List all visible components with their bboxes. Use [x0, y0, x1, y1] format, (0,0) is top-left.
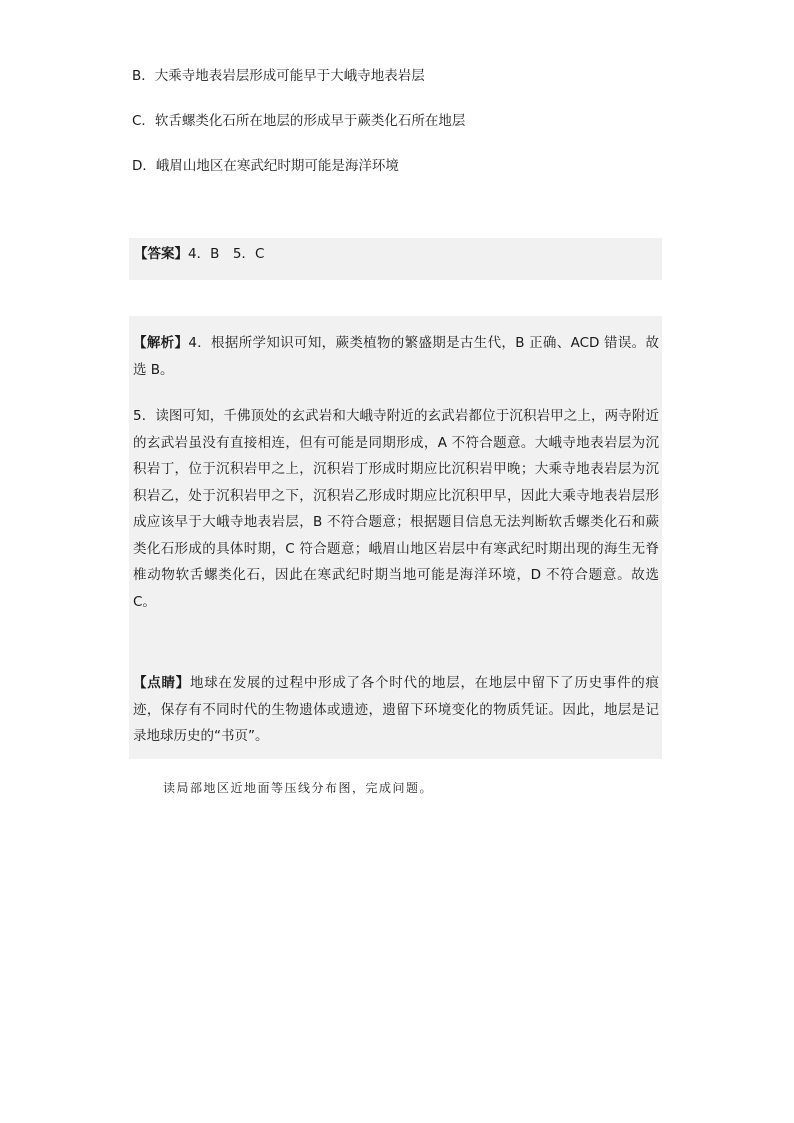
option-c: C．软舌螺类化石所在地层的形成早于蕨类化石所在地层	[132, 113, 466, 129]
highlight-paragraph	[133, 670, 659, 750]
answer-line	[134, 244, 264, 264]
option-b: B．大乘寺地表岩层形成可能早于大峨寺地表岩层	[132, 68, 425, 84]
answer-box	[129, 238, 662, 280]
explanation-q4	[133, 330, 659, 383]
highlight-text: 地球在发展的过程中形成了各个时代的地层，在地层中留下了历史事件的痕迹，保存有不同时代的生物遗体或遗迹，遗留下环境变化的物质凭证。因此，地层是记录地球历史的“书页”。	[133, 675, 660, 744]
explanation-box	[129, 316, 662, 759]
answer-text: 4．B 5．C	[188, 246, 265, 262]
next-question-prompt: 读局部地区近地面等压线分布图，完成问题。	[163, 781, 434, 795]
explanation-q5: 5．读图可知，千佛顶处的玄武岩和大峨寺附近的玄武岩都位于沉积岩甲之上，两寺附近的玄武岩虽没有直接相连，但有可能是同期形成，A 不符合题意。大峨寺地表岩层为沉积岩丁，位于沉积岩甲之上，沉积岩丁形成时期应比沉积岩甲晚；大乘寺地表岩层为沉积岩乙，处于沉积岩甲之下，沉积岩乙形成时期应比沉积甲早，因此大乘寺地表岩层形成应该早于大峨寺地表岩层，B 不符合题意；根据题目信息无法判断软舌螺类化石和蕨类化石形成的具体时期，C 符合题意；峨眉山地区岩层中有寒武纪时期出现的海生无脊椎动物软舌螺类化石，因此在寒武纪时期当地可能是海洋环境，D 不符合题意。故选 C。	[133, 408, 659, 610]
option-d: D．峨眉山地区在寒武纪时期可能是海洋环境	[132, 158, 399, 174]
highlight-label: 【点睛】	[133, 675, 190, 691]
explanation-label: 【解析】	[133, 335, 189, 351]
answer-label: 【答案】	[134, 246, 188, 262]
explanation-q4-text: 4．根据所学知识可知，蕨类植物的繁盛期是古生代，B 正确、ACD 错误。故选 B。	[133, 335, 659, 378]
